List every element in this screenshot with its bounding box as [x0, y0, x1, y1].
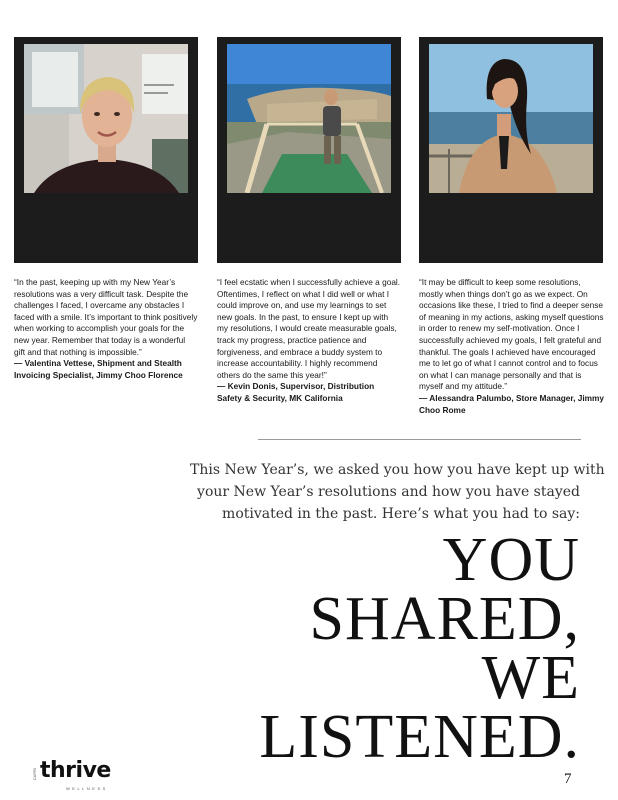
- divider-rule: [258, 439, 581, 440]
- logo-wellness-text: WELLNESS: [66, 786, 108, 791]
- intro-line: This New Year’s, we asked you how you have kept up with: [190, 462, 605, 478]
- quote-kevin: [217, 277, 401, 405]
- intro-line: your New Year’s resolutions and how you have stayed: [197, 484, 580, 500]
- page-number: 7: [564, 771, 572, 787]
- capri-thrive-logo: [32, 758, 122, 792]
- quote-text: “In the past, keeping up with my New Year’s resolutions was a very difficult task. Despite the challenges I faced, I overcame any obstacles I faced with a smile. It’s important to think positively when working to accomplish your goals for the new year. Remember that today is a wonderful gift and that nothing is impossible.”: [14, 277, 198, 357]
- quote-text: “It may be difficult to keep some resolutions, mostly when things don’t go as we expect. On occasions like these, I tried to find a deeper sense of meaning in my actions, asking myself questions in order to renew my self-motivation. Once I successfully achieved my goals, I felt grateful and thankful. The goals I achieved have encouraged me to let go of what I cannot control and to focus on what I can manage personally and that is myself and my attitude.”: [419, 277, 604, 392]
- headline-line: SHARED,: [309, 585, 580, 653]
- headline-line: YOU: [442, 526, 580, 594]
- quote-attribution: — Alessandra Palumbo, Store Manager, Jimmy Choo Rome: [419, 392, 605, 415]
- logo-thrive-text: thrive: [40, 758, 111, 783]
- photo-alessandra-seaside: [429, 44, 593, 193]
- quote-text: “I feel ecstatic when I successfully achieve a goal. Oftentimes, I reflect on what I did well or what I could improve on, and use my learnings to set new goals. In the past, to ensure I kept up with my resolutions, I would create measurable goals, track my progress, practice patience and forgiveness, and embrace a buddy system to increase accountability. I highly recommend others do the same this year!”: [217, 277, 401, 380]
- logo-capri-text: CAPRI: [32, 768, 37, 781]
- headline-line: LISTENED.: [259, 703, 580, 771]
- photo-frame-kevin: [217, 37, 401, 263]
- intro-paragraph: [190, 459, 605, 525]
- quote-alessandra: [419, 277, 605, 416]
- headline: [259, 526, 580, 771]
- photo-frame-valentina: [14, 37, 198, 263]
- intro-line: motivated in the past. Here’s what you had to say:: [222, 506, 580, 522]
- headline-line: WE: [481, 644, 580, 712]
- quote-attribution: — Valentina Vettese, Shipment and Stealth Invoicing Specialist, Jimmy Choo Florence: [14, 358, 183, 380]
- quote-attribution: — Kevin Donis, Supervisor, Distribution Safety & Security, MK California: [217, 381, 375, 403]
- photo-frame-alessandra: [419, 37, 603, 263]
- photo-kevin-coast: [227, 44, 391, 193]
- photo-valentina-office: [24, 44, 188, 193]
- quote-valentina: [14, 277, 198, 381]
